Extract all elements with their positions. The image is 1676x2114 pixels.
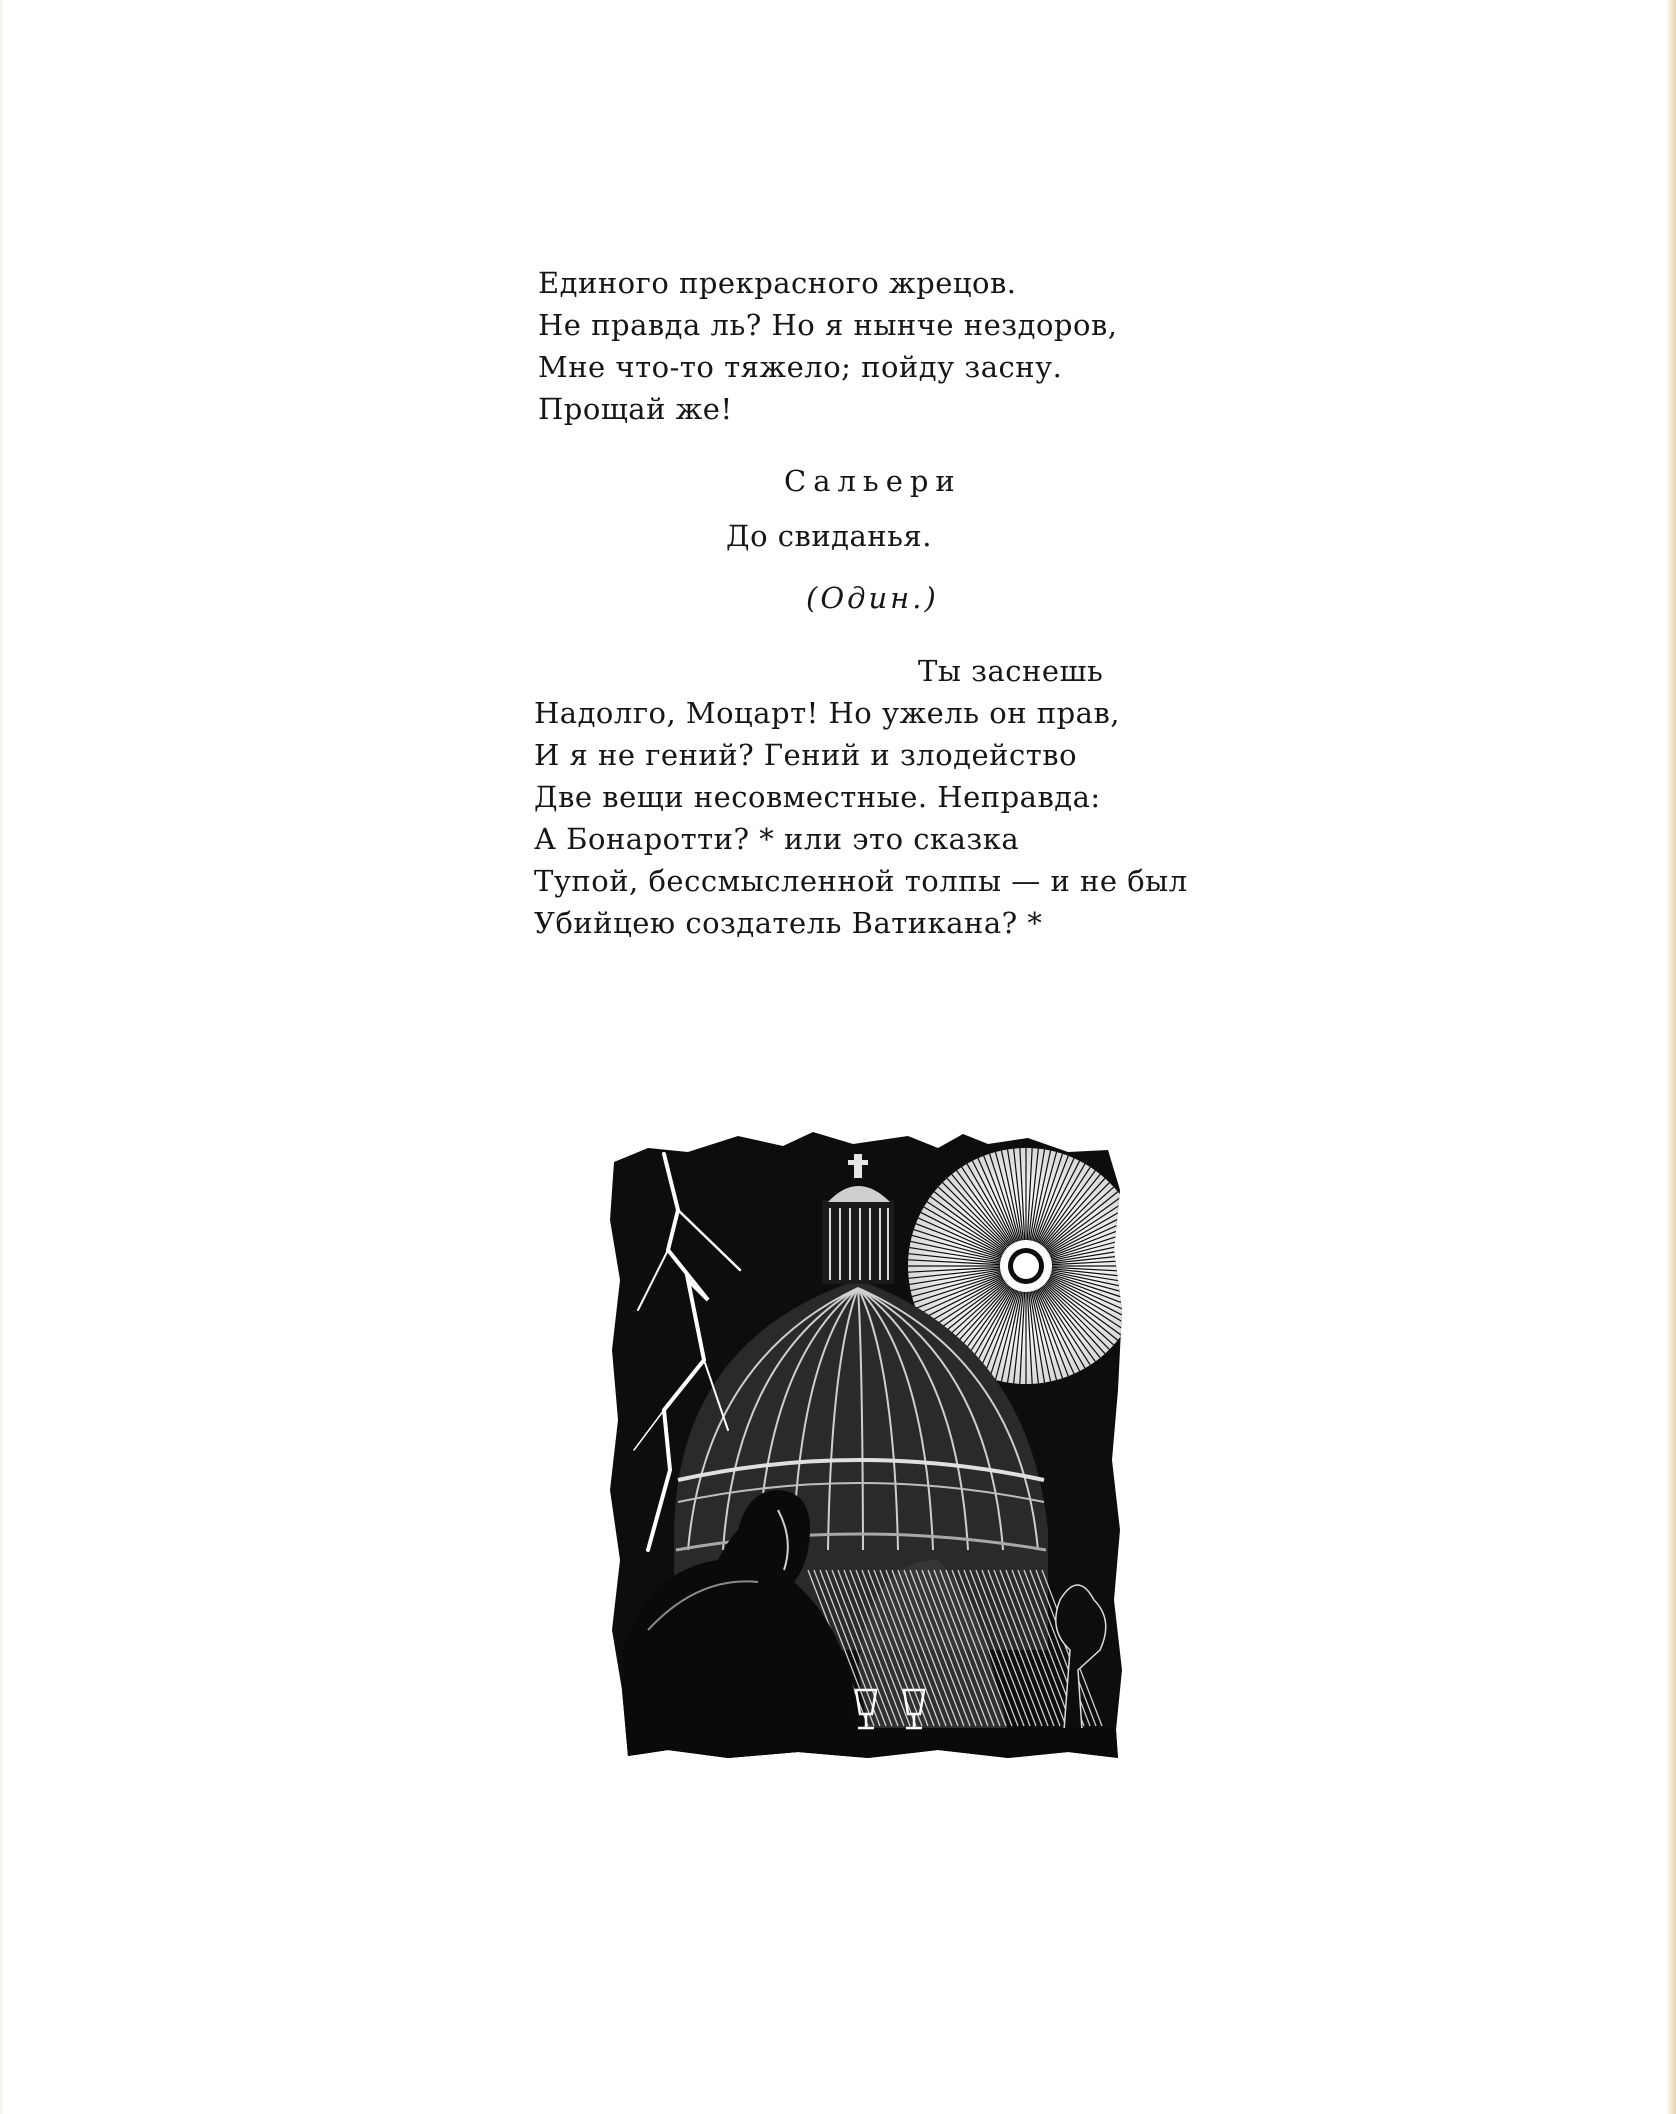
verse-line: Не правда ль? Но я нынче нездоров, — [538, 308, 1118, 342]
stage-direction: (Один.) — [806, 581, 939, 615]
page-left-edge — [0, 0, 4, 2114]
verse-line: Мне что-то тяжело; пойду засну. — [538, 350, 1063, 384]
verse-line: Убийцею создатель Ватикана? * — [534, 906, 1043, 940]
verse-line: Тупой, бессмысленной толпы — и не был — [534, 864, 1188, 898]
verse-line: А Бонаротти? * или это сказка — [534, 822, 1020, 856]
verse-line: Единого прекрасного жрецов. — [538, 266, 1017, 300]
verse-top — [538, 262, 1238, 430]
verse-line: И я не гений? Гений и злодейство — [534, 738, 1078, 772]
verse-line: Надолго, Моцарт! Но ужель он прав, — [534, 696, 1121, 730]
speaker-name: Сальери — [784, 464, 962, 498]
woodcut-illustration — [608, 1130, 1128, 1762]
verse-line: Ты заснешь — [918, 654, 1104, 688]
verse-bottom — [534, 650, 1254, 944]
verse-line: Две вещи несовместные. Неправда: — [534, 780, 1101, 814]
page-right-edge — [1666, 0, 1676, 2114]
verse-line: Прощай же! — [538, 392, 733, 426]
speaker-reply: До свиданья. — [726, 519, 932, 553]
woodcut-svg — [608, 1130, 1128, 1762]
